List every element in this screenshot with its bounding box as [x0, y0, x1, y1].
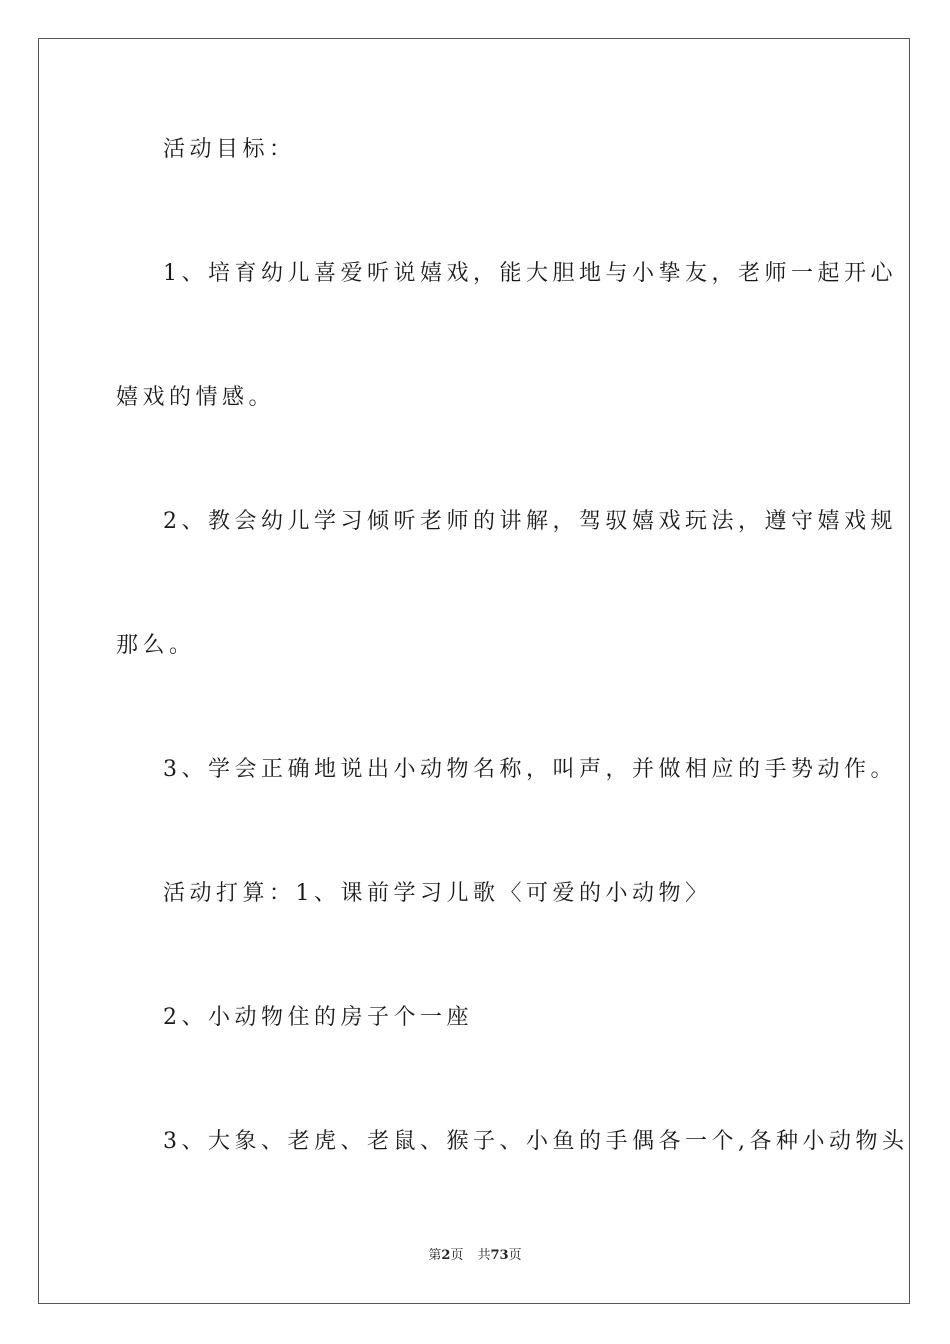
preparation-item-3: 3、大象、老虎、老鼠、猴子、小鱼的手偶各一个,各种小动物头 — [163, 1129, 909, 1154]
goal-3-line: 3、学会正确地说出小动物名称，叫声，并做相应的手势动作。 — [163, 757, 897, 782]
goal-2-line-1: 2、教会幼儿学习倾听老师的讲解，驾驭嬉戏玩法，遵守嬉戏规 — [163, 509, 897, 534]
goal-1-line-2: 嬉戏的情感。 — [116, 385, 276, 410]
footer-page-suffix: 页 — [450, 1248, 464, 1263]
section-heading-goals: 活动目标： — [163, 137, 296, 162]
goal-2-line-2: 那么。 — [116, 633, 196, 658]
goal-1-line-1: 1、培育幼儿喜爱听说嬉戏，能大胆地与小挚友，老师一起开心 — [163, 261, 897, 286]
section-heading-preparation: 活动打算：1、课前学习儿歌〈可爱的小动物〉 — [163, 881, 712, 906]
page-footer — [0, 1247, 950, 1265]
footer-total-suffix: 页 — [508, 1248, 522, 1263]
footer-total-prefix: 共 — [477, 1248, 491, 1263]
preparation-item-2: 2、小动物住的房子个一座 — [163, 1005, 473, 1030]
page-frame — [38, 38, 910, 1304]
footer-page-number: 2 — [441, 1248, 451, 1263]
footer-total-pages: 73 — [490, 1248, 509, 1263]
footer-page-prefix: 第 — [428, 1248, 442, 1263]
